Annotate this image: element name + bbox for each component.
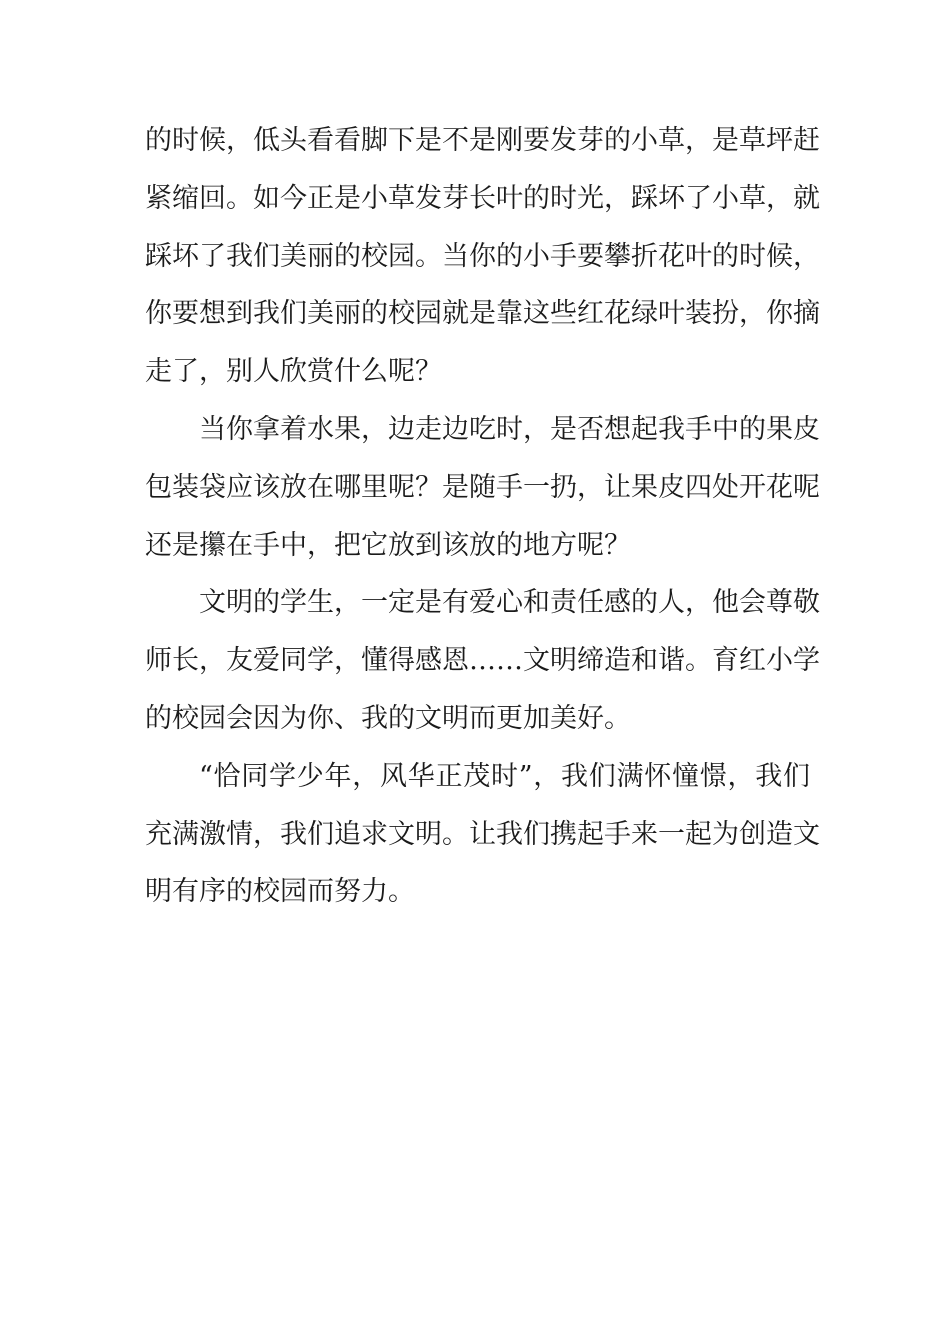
text-line: 紧缩回。如今正是小草发芽长叶的时光，踩坏了小草，就 <box>145 182 820 214</box>
paragraph-3 <box>145 580 820 753</box>
text-line: 的时候，低头看看脚下是不是刚要发芽的小草，是草坪赶 <box>145 125 820 156</box>
text-line: 踩坏了我们美丽的校园。当你的小手要攀折花叶的时候， <box>145 240 820 272</box>
body-text <box>145 118 820 927</box>
text-line: 你要想到我们美丽的校园就是靠这些红花绿叶装扮，你摘 <box>145 298 820 330</box>
text-line: 还是攥在手中，把它放到该放的地方呢？ <box>145 529 631 561</box>
text-line: 当你拿着水果，边走边吃时，是否想起我手中的果皮 <box>199 413 820 445</box>
text-line: 包装袋应该放在哪里呢？是随手一扔，让果皮四处开花呢 <box>145 471 820 503</box>
paragraph-4 <box>145 754 820 927</box>
text-line: 的校园会因为你、我的文明而更加美好。 <box>145 702 631 734</box>
text-line: 师长，友爱同学，懂得感恩……文明缔造和谐。育红小学 <box>145 645 820 677</box>
text-line: 走了，别人欣赏什么呢？ <box>145 356 442 388</box>
text-line: 明有序的校园而努力。 <box>145 876 415 908</box>
paragraph-2 <box>145 407 820 580</box>
text-line: “恰同学少年，风华正茂时”，我们满怀憧憬，我们 <box>199 760 810 792</box>
text-line: 充满激情，我们追求文明。让我们携起手来一起为创造文 <box>145 818 820 850</box>
text-line: 文明的学生，一定是有爱心和责任感的人，他会尊敬 <box>199 587 820 619</box>
paragraph-1 <box>145 118 820 407</box>
